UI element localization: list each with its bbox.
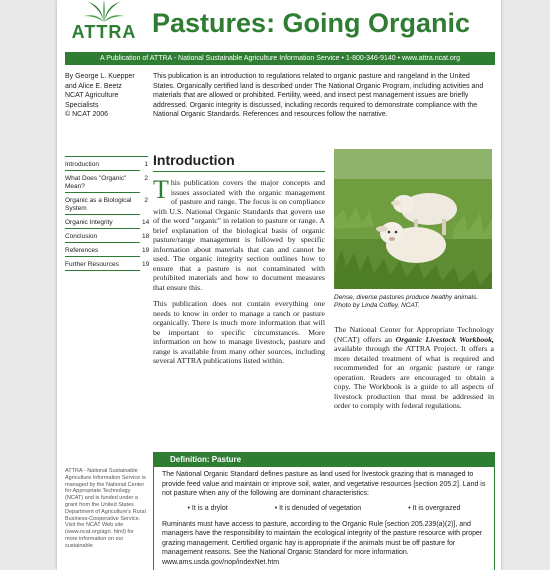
page-header — [57, 0, 501, 52]
definition-body-2 — [154, 517, 494, 568]
toc-label: Conclusion — [65, 233, 140, 243]
definition-body — [154, 467, 494, 499]
toc-item[interactable] — [65, 243, 148, 257]
toc-page: 2 — [144, 197, 148, 204]
abstract-paragraph: This publication is an introduction to regulations related to organic pasture and rangeland in the United States. Organically certified land is described under The National Organic Program, including activities and materials that are allowed or prohibited. Fertility, weed, and insect pest management issues are briefly addressed. Organic integrity is discussed, including records required to demonstrate compliance with the National Organic Standards. References and resources follow the narrative. — [153, 73, 484, 118]
table-of-contents — [65, 156, 148, 271]
page-title: Pastures: Going Organic — [152, 8, 471, 38]
toc-item[interactable] — [65, 229, 148, 243]
byline-line: By George L. Kuepper — [65, 73, 135, 80]
toc-label: Introduction — [65, 161, 140, 171]
definition-paragraph-2 — [162, 520, 488, 568]
toc-label: What Does "Organic" Mean? — [65, 175, 140, 193]
intro-paragraph-1-text: his publication covers the major concepts and issues associated with the organic management of pasture and range. The focus is on compliance with U.S. National Organic Standards that govern use of the word "organic" in relation to pasture or range. A brief explanation of the biological basis of organic pasture/range management is followed by specific information about materials that can and cannot be used. The organic integrity section outlines how to ensure that a pasture is not contaminated with prohibited materials and how to document measures that ensure this. — [153, 178, 325, 292]
definition-box — [153, 452, 495, 570]
document-page — [57, 0, 501, 570]
drop-cap: T — [153, 175, 169, 204]
bullet-item: • It is overgrazed — [408, 504, 461, 512]
definition-heading: Definition: Pasture — [154, 453, 494, 467]
author-byline — [65, 72, 147, 120]
nop-link[interactable]: www.ams.usda.gov/nop/indexNet.htm — [162, 558, 280, 566]
sheep-photo-illustration — [334, 149, 492, 289]
bullet-item: • It is a drylot — [187, 504, 228, 512]
definition-paragraph-1: The National Organic Standard defines pasture as land used for livestock grazing that is managed to provide feed value and maintain or improve soil, water, and vegetative resources [section 205.2]. Land is not pasture when any of the following are dominant characteristics: — [162, 471, 486, 497]
ncat-workbook-paragraph — [334, 325, 494, 411]
attra-logo — [69, 0, 139, 50]
toc-page: 1 — [144, 161, 148, 168]
definition-bullet-list — [154, 502, 494, 517]
heading-rule — [153, 171, 325, 172]
byline-line: NCAT Agriculture — [65, 92, 119, 99]
toc-item[interactable] — [65, 215, 148, 229]
byline-line: Specialists — [65, 101, 99, 109]
toc-page: 2 — [144, 175, 148, 182]
toc-page: 14 — [142, 219, 150, 226]
byline-line: and Alice E. Beetz — [65, 82, 122, 90]
bullet-item: • It is denuded of vegetation — [274, 504, 362, 512]
toc-page: 19 — [142, 261, 150, 268]
introduction-heading: Introduction — [153, 152, 235, 168]
logo-text: ATTRA — [71, 22, 137, 42]
photo-caption: Dense, diverse pastures produce healthy animals. Photo by Linda Coffey, NCAT. — [334, 294, 479, 309]
ncat-text-end: available through the ATTRA Project. It offers a more detailed treatment of what is required and recommended for an organic pasture or range operation. Readers are encouraged to obtain a copy. The Workbook is a guide to all aspects of livestock production that must be addressed in order to comply with federal regulations. — [334, 344, 494, 410]
publication-banner: A Publication of ATTRA - National Sustainable Agriculture Information Service • 1-800-346-9140 • www.attra.ncat.org — [65, 52, 495, 65]
toc-item[interactable] — [65, 193, 148, 215]
toc-item[interactable] — [65, 257, 148, 271]
byline-line: © NCAT 2006 — [65, 111, 109, 118]
workbook-title: Organic Livestock Workbook, — [395, 334, 494, 344]
attra-footer-note: ATTRA - National Sustainable Agriculture Information Service is managed by the National Center for Appropriate Technology (NCAT) and is funded under a grant from the United States Department of Agriculture's Rural Business-Cooperative Service. Visit the NCAT Web site (www.ncat.org/agri. html) for more information on our sustainable — [65, 468, 146, 549]
intro-paragraph-2: This publication does not contain everything one needs to know in order to manage a ranch or pasture organically. There is much more information that will be important to specific circumstances. More information on how to manage livestock, pasture and range is available from many other sources, including several ATTRA publications listed within. — [153, 299, 325, 365]
leaf-logo-icon — [82, 0, 126, 24]
toc-label: Further Resources — [65, 261, 140, 271]
sheep-pasture-photo — [334, 149, 492, 289]
toc-item[interactable] — [65, 157, 148, 171]
toc-label: Organic Integrity — [65, 219, 140, 229]
definition-paragraph-2-text: Ruminants must have access to pasture, according to the Organic Rule [section 205.239(a)(2)], and managers have the responsibility to maintain the ecological integrity of the pasture resource with proper grazing management. Certified organic hay is appropriate if the animals must be off pasture for management reasons. See the National Organic Standard for more information. — [162, 520, 483, 556]
toc-item[interactable] — [65, 171, 148, 193]
toc-label: References — [65, 247, 140, 257]
intro-paragraph-1 — [153, 175, 325, 292]
toc-label: Organic as a Biological System — [65, 197, 140, 215]
introduction-body — [153, 175, 325, 373]
ncat-text-start: The National Center for Appropriate Technology (NCAT) offers an — [334, 325, 494, 344]
toc-page: 19 — [142, 247, 150, 254]
toc-page: 18 — [142, 233, 150, 240]
